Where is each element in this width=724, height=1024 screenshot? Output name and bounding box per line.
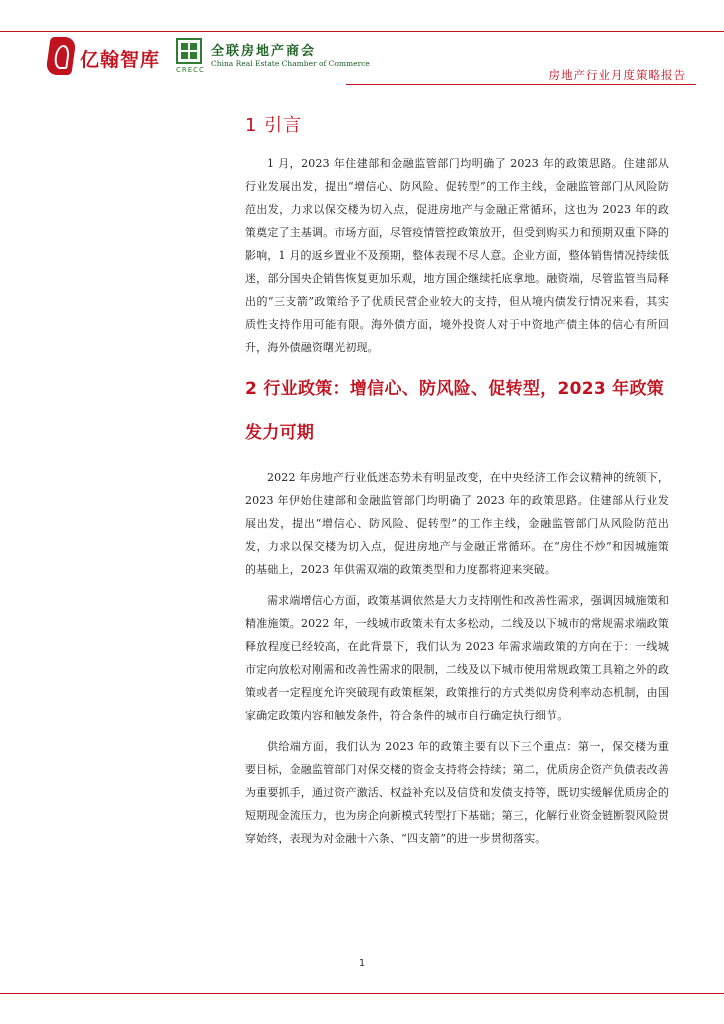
footer-rule [0, 993, 724, 994]
section-heading-policy: 2 行业政策：增信心、防风险、促转型，2023 年政策发力可期 [245, 379, 665, 443]
document-body [245, 112, 669, 858]
policy-paragraph-overview: 2022 年房地产行业低迷态势未有明显改变，在中央经济工作会议精神的统领下，2023 年伊始住建部和金融监管部门均明确了 2023 年的政策思路。住建部从行业发展出发，提出“增信心、防风险、促转型”的工作主线，金融监管部门从风险防范出发，力求以保交楼为切入点，促进房地产与金融正常循环。在“房住不炒”和因城施策的基础上，2023 年供需双端的政策类型和力度都将迎来突破。 [245, 471, 669, 576]
header-title-rule [346, 84, 696, 85]
page-number: 1 [358, 958, 366, 969]
partner-abbr: CRECC [176, 66, 205, 74]
brand-logo [48, 37, 174, 77]
partner-name-en: China Real Estate Chamber of Commerce [211, 59, 370, 68]
report-title: 房地产行业月度策略报告 [548, 68, 686, 82]
crecc-logo-icon [176, 38, 202, 64]
header-top-rule [0, 31, 724, 32]
partner-name-cn: 全联房地产商会 [211, 44, 317, 59]
policy-paragraph-demand: 需求端增信心方面，政策基调依然是大力支持刚性和改善性需求，强调因城施策和精准施策。2022 年，一线城市政策未有太多松动，二线及以下城市的常规需求端政策释放程度已经较高，在此背景下，我们认为 2023 年需求端政策的方向在于：一线城市定向放松对刚需和改善性需求的限制，二线及以下城市使用常规政策工具箱之外的政策或者一定程度允许突破现有政策框架，政策推行的方式类似房贷利率动态机制，由国家确定政策内容和触发条件，符合条件的城市自行确定执行细节。 [245, 594, 669, 722]
intro-paragraph: 1 月，2023 年住建部和金融监管部门均明确了 2023 年的政策思路。住建部从行业发展出发，提出“增信心、防风险、促转型”的工作主线，金融监管部门从风险防范出发，力求以保交楼为切入点，促进房地产与金融正常循环，这也为 2023 年的政策奠定了主基调。市场方面，尽管疫情管控政策放开，但受到购买力和预期双重下降的影响，1 月的返乡置业不及预期，整体表现不尽人意。企业方面，整体销售情况持续低迷，部分国央企销售恢复更加乐观，地方国企继续托底拿地。融资端，尽管监管当局释出的“三支箭”政策给予了优质民营企业较大的支持，但从境内债发行情况来看，其实质性支持作用可能有限。海外债方面，境外投资人对于中资地产债主体的信心有所回升，海外债融资曙光初现。 [245, 157, 669, 354]
brand-logo-icon [45, 37, 76, 75]
brand-name: 亿翰智库 [80, 49, 161, 71]
partner-logo [176, 38, 370, 78]
section-heading-intro: 1 引言 [245, 115, 303, 136]
policy-paragraph-supply: 供给端方面，我们认为 2023 年的政策主要有以下三个重点：第一，保交楼为重要目标，金融监管部门对保交楼的资金支持将会持续；第二，优质房企资产负债表改善为重要抓手，通过资产激活、权益补充以及信贷和发债支持等，既切实缓解优质房企的短期现金流压力，也为房企向新模式转型打下基础；第三，化解行业资金链断裂风险贯穿始终，表现为对金融十六条、“四支箭”的进一步贯彻落实。 [245, 740, 669, 845]
